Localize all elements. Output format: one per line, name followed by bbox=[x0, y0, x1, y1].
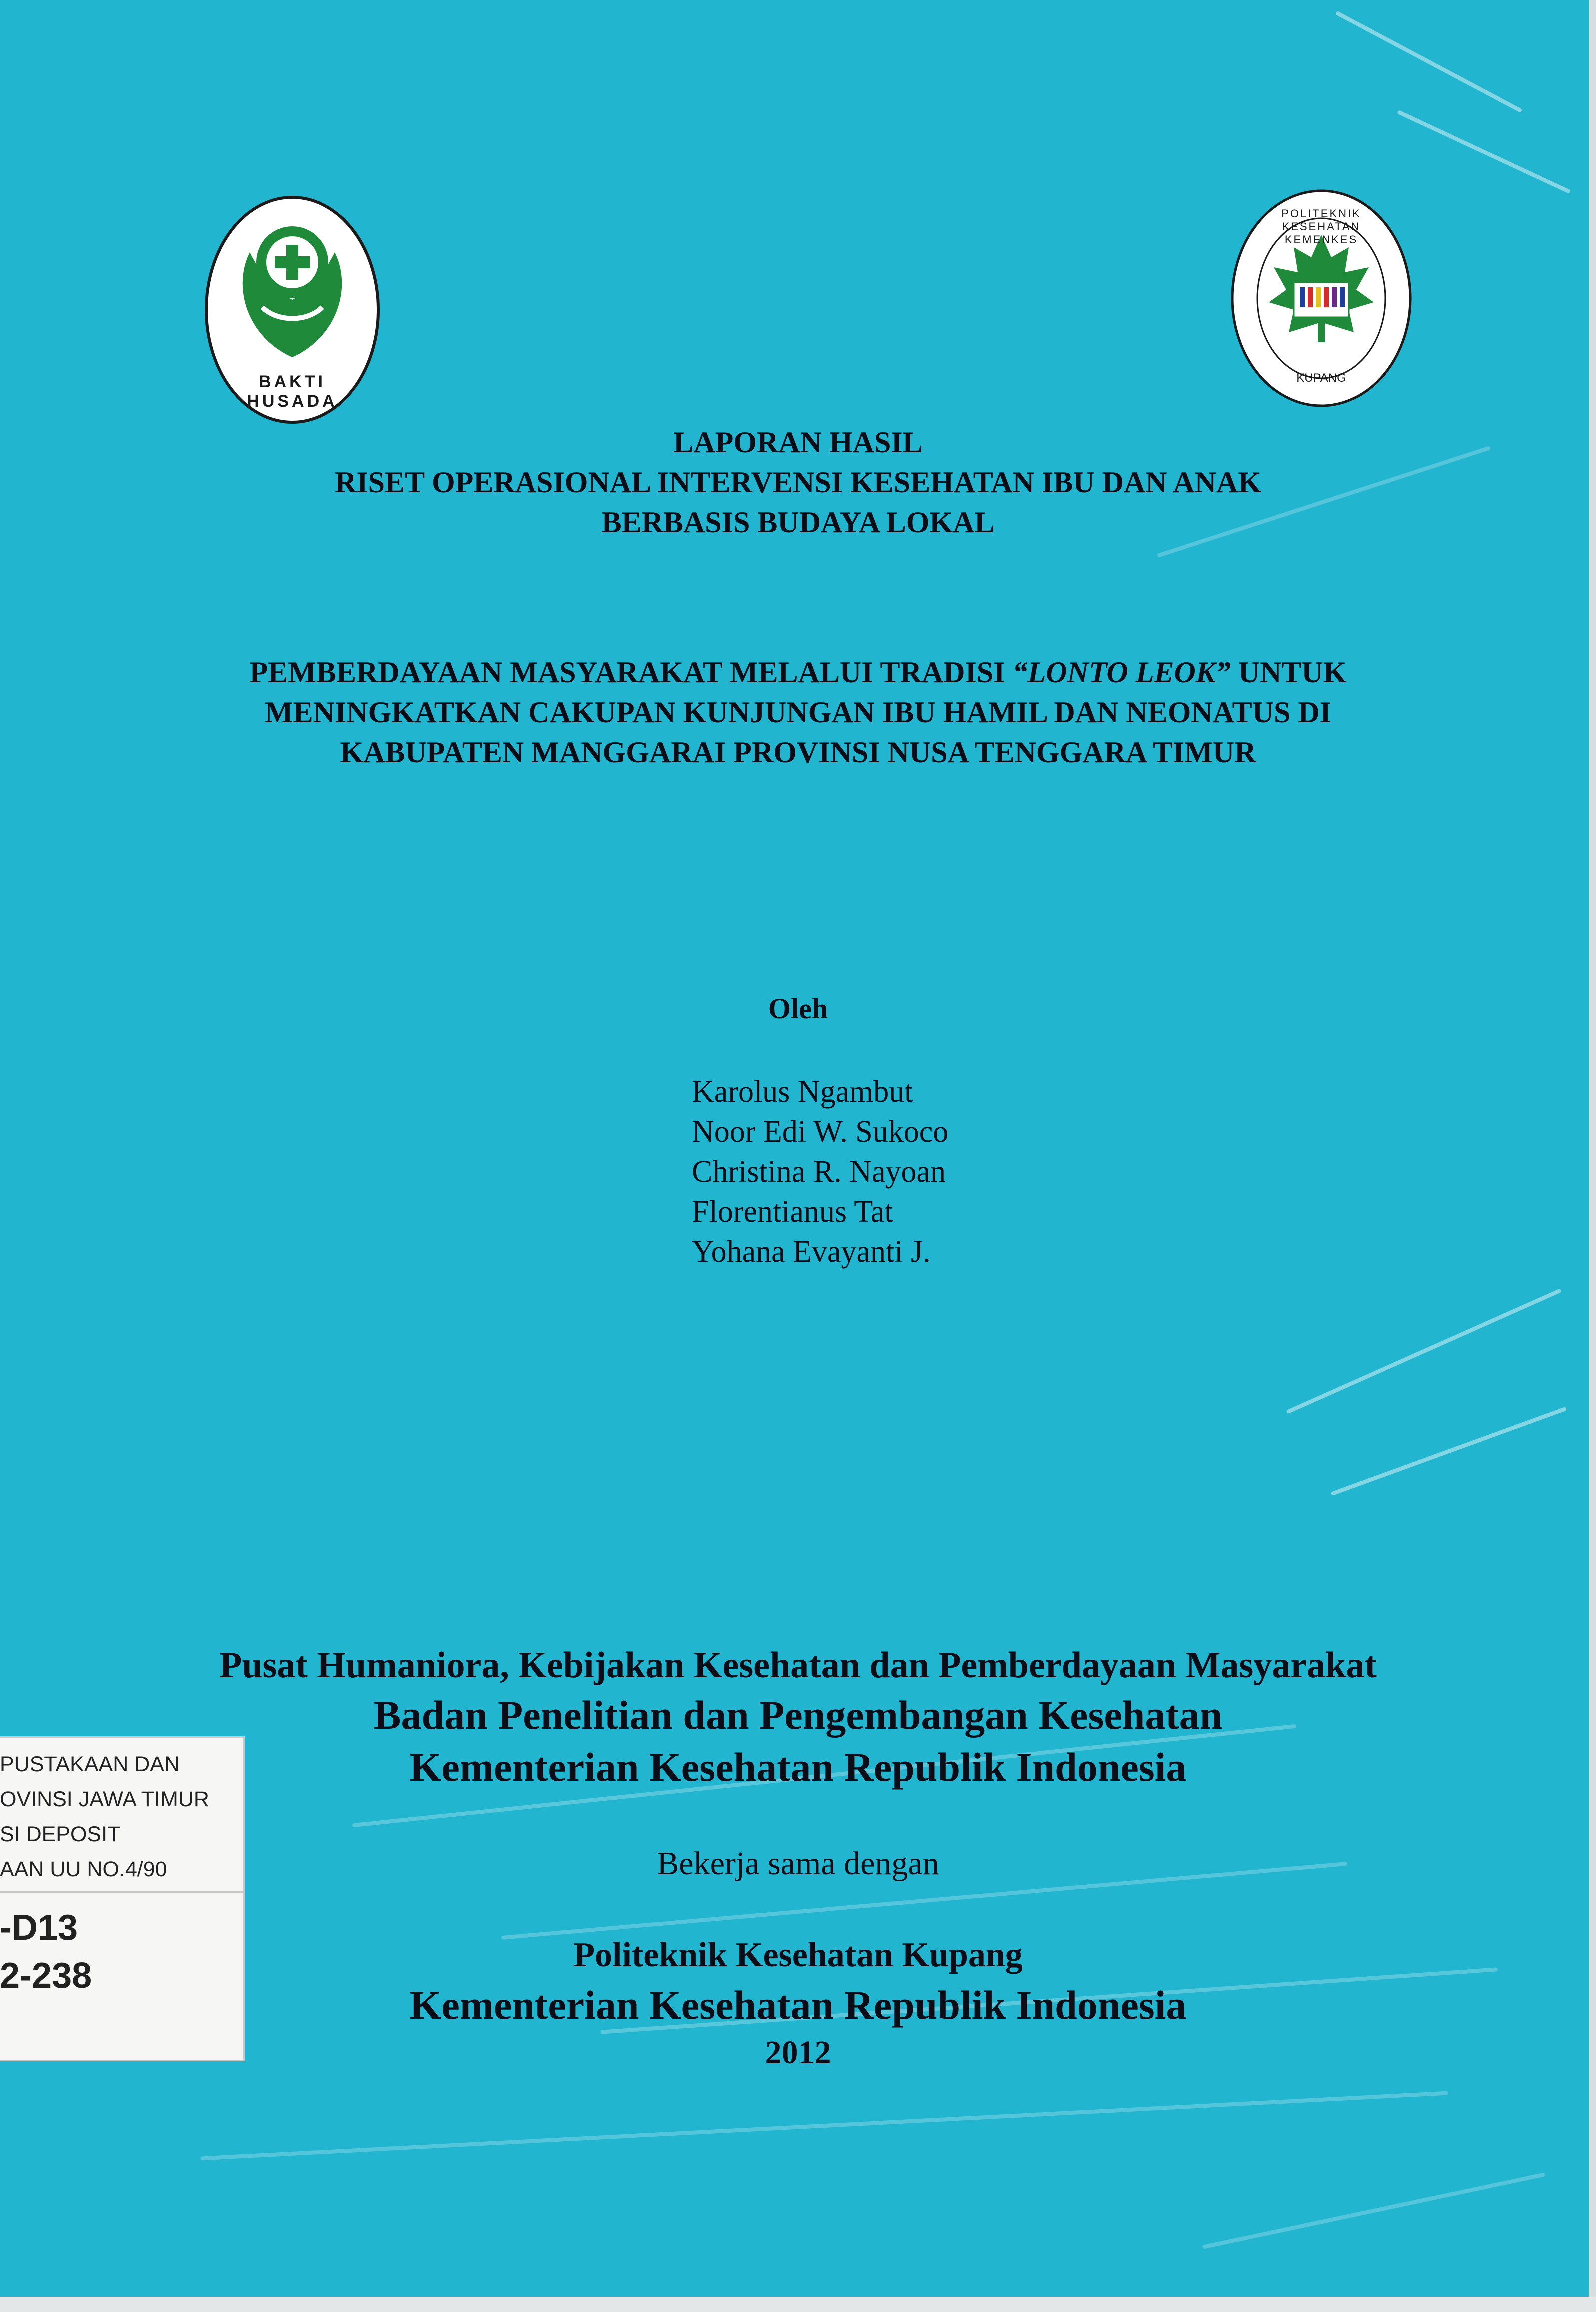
wrap-reflection bbox=[1286, 1288, 1561, 1414]
institution-line: Kementerian Kesehatan Republik Indonesia bbox=[409, 1744, 1187, 1790]
page-edge-right bbox=[1589, 0, 1596, 2312]
author-name: Christina R. Nayoan bbox=[692, 1155, 946, 1189]
subtitle-line bbox=[0, 652, 1589, 692]
subtitle-italic-text: “LONTO LEOK” bbox=[1012, 656, 1231, 689]
subtitle-line: MENINGKATKAN CAKUPAN KUNJUNGAN IBU HAMIL DAN NEONATUS DI bbox=[264, 696, 1332, 729]
report-title bbox=[0, 422, 1589, 542]
poltekkes-kupang-text: KUPANG bbox=[1296, 371, 1346, 385]
report-subtitle bbox=[0, 652, 1589, 772]
wrap-reflection bbox=[201, 2091, 1448, 2161]
author-name: Yohana Evayanti J. bbox=[692, 1235, 931, 1269]
authors-heading: Oleh bbox=[768, 992, 828, 1025]
label-code: -D13 bbox=[0, 1908, 78, 1948]
collaboration-text: Bekerja sama dengan bbox=[657, 1845, 939, 1882]
wrap-reflection bbox=[1331, 1407, 1567, 1496]
subtitle-line: KABUPATEN MANGGARAI PROVINSI NUSA TENGGARA TIMUR bbox=[340, 736, 1256, 769]
wrap-reflection bbox=[1397, 110, 1571, 194]
partner-line: Kementerian Kesehatan Republik Indonesia bbox=[409, 1982, 1187, 2028]
institution-line: Badan Penelitian dan Pengembangan Kesehatan bbox=[373, 1692, 1223, 1738]
label-call-number bbox=[0, 1893, 243, 2000]
title-line: BERBASIS BUDAYA LOKAL bbox=[601, 506, 995, 539]
partner-line: Politeknik Kesehatan Kupang bbox=[573, 1936, 1023, 1974]
bakti-husada-text: BAKTI HUSADA bbox=[247, 372, 338, 411]
author-name: Florentianus Tat bbox=[692, 1195, 893, 1229]
author-name: Noor Edi W. Sukoco bbox=[692, 1115, 949, 1149]
label-header bbox=[0, 1738, 243, 1893]
label-line: OVINSI JAWA TIMUR bbox=[0, 1787, 209, 1811]
library-deposit-label bbox=[0, 1736, 245, 2061]
institution-line: Pusat Humaniora, Kebijakan Kesehatan dan Pemberdayaan Masyarakat bbox=[219, 1645, 1377, 1686]
bakti-husada-logo bbox=[202, 192, 382, 427]
label-code: 2-238 bbox=[0, 1956, 92, 1996]
author-list bbox=[692, 1072, 948, 1272]
label-line: SI DEPOSIT bbox=[0, 1822, 121, 1846]
subtitle-text: PEMBERDAYAAN MASYARAKAT MELALUI TRADISI bbox=[249, 656, 1013, 689]
poltekkes-kupang-logo bbox=[1229, 187, 1414, 410]
wrap-reflection bbox=[1335, 11, 1523, 113]
label-line: PUSTAKAAN DAN bbox=[0, 1752, 180, 1776]
title-line: RISET OPERASIONAL INTERVENSI KESEHATAN IBU DAN ANAK bbox=[335, 466, 1261, 499]
subtitle-text: UNTUK bbox=[1230, 656, 1347, 689]
label-line: AAN UU NO.4/90 bbox=[0, 1857, 167, 1881]
author-name: Karolus Ngambut bbox=[692, 1075, 913, 1109]
page-edge-bottom bbox=[0, 2297, 1596, 2312]
title-line: LAPORAN HASIL bbox=[673, 426, 923, 459]
wrap-reflection bbox=[1202, 2172, 1545, 2249]
poltekkes-ring-text: POLITEKNIK KESEHATAN KEMENKES bbox=[1281, 207, 1361, 246]
publication-year: 2012 bbox=[765, 2034, 831, 2071]
